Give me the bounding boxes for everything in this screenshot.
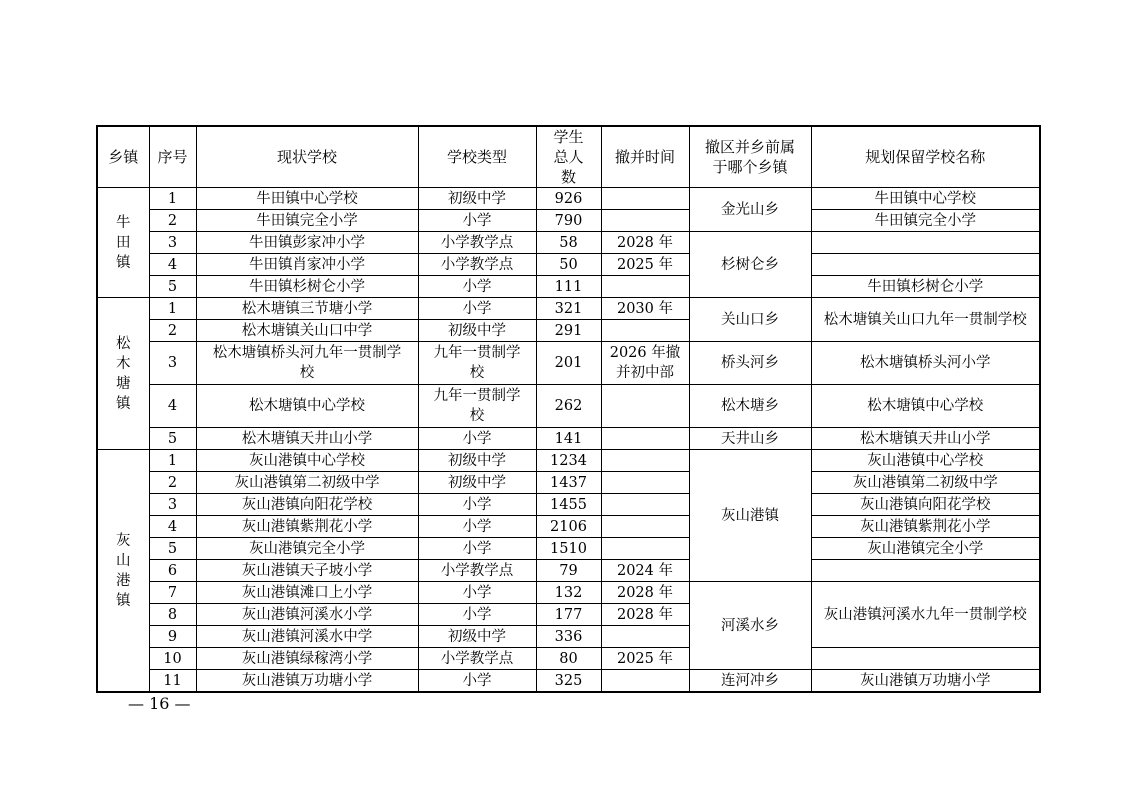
row-no: 2 [149, 210, 196, 232]
row-keep [811, 648, 1040, 670]
row-no: 2 [149, 472, 196, 494]
row-merge [601, 494, 689, 516]
page-number: — 16 — [128, 694, 191, 713]
row-merge: 2025 年 [601, 648, 689, 670]
row-merge: 2025 年 [601, 254, 689, 276]
town-cell: 牛田镇 [97, 188, 149, 298]
town-cell: 灰山港镇 [97, 450, 149, 693]
table-row [97, 670, 1040, 693]
row-school: 牛田镇中心学校 [196, 188, 418, 210]
row-no: 6 [149, 560, 196, 582]
header-students: 学生总人数 [536, 126, 601, 188]
header-type: 学校类型 [418, 126, 536, 188]
row-school: 灰山港镇天子坡小学 [196, 560, 418, 582]
row-no: 4 [149, 516, 196, 538]
row-type: 小学 [418, 428, 536, 450]
row-type: 九年一贯制学校 [418, 342, 536, 385]
row-type: 小学 [418, 516, 536, 538]
row-merge [601, 670, 689, 693]
row-students: 790 [536, 210, 601, 232]
row-no: 8 [149, 604, 196, 626]
row-school: 松木塘镇关山口中学 [196, 320, 418, 342]
row-type: 初级中学 [418, 472, 536, 494]
row-keep: 灰山港镇第二初级中学 [811, 472, 1040, 494]
row-type: 初级中学 [418, 450, 536, 472]
row-students: 1234 [536, 450, 601, 472]
row-merge [601, 276, 689, 298]
row-students: 1455 [536, 494, 601, 516]
row-keep: 灰山港镇万功塘小学 [811, 670, 1040, 693]
row-no: 3 [149, 494, 196, 516]
table-row [97, 428, 1040, 450]
header-school: 现状学校 [196, 126, 418, 188]
row-school: 松木塘镇中心学校 [196, 385, 418, 428]
row-no: 11 [149, 670, 196, 693]
row-school: 灰山港镇向阳花学校 [196, 494, 418, 516]
row-keep: 松木塘镇关山口九年一贯制学校 [811, 298, 1040, 342]
table-row [97, 254, 1040, 276]
row-keep: 灰山港镇紫荆花小学 [811, 516, 1040, 538]
row-keep: 松木塘镇中心学校 [811, 385, 1040, 428]
row-school: 灰山港镇中心学校 [196, 450, 418, 472]
row-type: 小学 [418, 604, 536, 626]
row-type: 小学教学点 [418, 648, 536, 670]
row-students: 321 [536, 298, 601, 320]
row-type: 小学教学点 [418, 232, 536, 254]
table-row [97, 188, 1040, 210]
row-prev: 关山口乡 [689, 298, 811, 342]
table-row [97, 494, 1040, 516]
row-no: 10 [149, 648, 196, 670]
table-row [97, 298, 1040, 320]
header-no: 序号 [149, 126, 196, 188]
row-school: 灰山港镇完全小学 [196, 538, 418, 560]
row-no: 3 [149, 342, 196, 385]
row-students: 141 [536, 428, 601, 450]
row-type: 小学 [418, 538, 536, 560]
row-merge: 2024 年 [601, 560, 689, 582]
row-keep: 灰山港镇向阳花学校 [811, 494, 1040, 516]
row-no: 9 [149, 626, 196, 648]
row-type: 小学 [418, 670, 536, 693]
row-school: 灰山港镇绿稼湾小学 [196, 648, 418, 670]
row-school: 松木塘镇天井山小学 [196, 428, 418, 450]
row-type: 小学 [418, 494, 536, 516]
row-school: 牛田镇完全小学 [196, 210, 418, 232]
row-no: 5 [149, 538, 196, 560]
row-prev: 河溪水乡 [689, 582, 811, 670]
row-no: 1 [149, 450, 196, 472]
row-students: 132 [536, 582, 601, 604]
row-school: 松木塘镇桥头河九年一贯制学校 [196, 342, 418, 385]
header-prev-town: 撤区并乡前属于哪个乡镇 [689, 126, 811, 188]
table-row [97, 560, 1040, 582]
row-students: 80 [536, 648, 601, 670]
row-keep [811, 254, 1040, 276]
row-merge [601, 210, 689, 232]
row-students: 201 [536, 342, 601, 385]
table-row [97, 472, 1040, 494]
row-merge [601, 626, 689, 648]
row-type: 小学 [418, 582, 536, 604]
table-row [97, 516, 1040, 538]
row-no: 3 [149, 232, 196, 254]
row-no: 4 [149, 254, 196, 276]
row-prev: 松木塘乡 [689, 385, 811, 428]
row-prev: 杉树仑乡 [689, 232, 811, 298]
row-merge [601, 428, 689, 450]
row-school: 牛田镇杉树仑小学 [196, 276, 418, 298]
row-keep: 灰山港镇中心学校 [811, 450, 1040, 472]
table-row [97, 210, 1040, 232]
row-school: 灰山港镇河溪水中学 [196, 626, 418, 648]
row-type: 小学 [418, 276, 536, 298]
row-prev: 桥头河乡 [689, 342, 811, 385]
row-type: 小学教学点 [418, 560, 536, 582]
row-students: 79 [536, 560, 601, 582]
row-merge [601, 385, 689, 428]
row-keep: 灰山港镇河溪水九年一贯制学校 [811, 582, 1040, 648]
row-keep: 松木塘镇桥头河小学 [811, 342, 1040, 385]
row-prev: 金光山乡 [689, 188, 811, 232]
row-keep: 牛田镇中心学校 [811, 188, 1040, 210]
row-students: 177 [536, 604, 601, 626]
row-type: 小学 [418, 298, 536, 320]
table-row [97, 582, 1040, 604]
row-students: 2106 [536, 516, 601, 538]
table-row [97, 450, 1040, 472]
row-merge [601, 450, 689, 472]
row-type: 九年一贯制学校 [418, 385, 536, 428]
table-row [97, 385, 1040, 428]
row-prev: 连河冲乡 [689, 670, 811, 693]
row-students: 291 [536, 320, 601, 342]
row-no: 5 [149, 276, 196, 298]
row-no: 2 [149, 320, 196, 342]
row-keep: 牛田镇完全小学 [811, 210, 1040, 232]
row-merge: 2028 年 [601, 582, 689, 604]
row-merge [601, 188, 689, 210]
row-keep [811, 560, 1040, 582]
row-merge [601, 320, 689, 342]
table-row [97, 538, 1040, 560]
table-row [97, 276, 1040, 298]
row-prev: 天井山乡 [689, 428, 811, 450]
row-students: 58 [536, 232, 601, 254]
town-cell: 松木塘镇 [97, 298, 149, 450]
table-row [97, 342, 1040, 385]
row-type: 小学教学点 [418, 254, 536, 276]
row-merge: 2030 年 [601, 298, 689, 320]
header-town: 乡镇 [97, 126, 149, 188]
row-students: 926 [536, 188, 601, 210]
row-keep [811, 232, 1040, 254]
row-students: 325 [536, 670, 601, 693]
row-school: 牛田镇肖家冲小学 [196, 254, 418, 276]
school-table [96, 125, 1041, 693]
row-school: 灰山港镇滩口上小学 [196, 582, 418, 604]
row-type: 初级中学 [418, 626, 536, 648]
row-merge: 2028 年 [601, 604, 689, 626]
row-merge [601, 516, 689, 538]
row-merge [601, 472, 689, 494]
row-school: 灰山港镇万功塘小学 [196, 670, 418, 693]
row-keep: 松木塘镇天井山小学 [811, 428, 1040, 450]
row-students: 111 [536, 276, 601, 298]
row-merge: 2028 年 [601, 232, 689, 254]
header-row [97, 126, 1040, 188]
row-school: 灰山港镇第二初级中学 [196, 472, 418, 494]
row-keep: 灰山港镇完全小学 [811, 538, 1040, 560]
row-merge [601, 538, 689, 560]
row-no: 1 [149, 188, 196, 210]
header-keep-school: 规划保留学校名称 [811, 126, 1040, 188]
row-prev: 灰山港镇 [689, 450, 811, 582]
table-row [97, 648, 1040, 670]
row-no: 7 [149, 582, 196, 604]
row-keep: 牛田镇杉树仑小学 [811, 276, 1040, 298]
row-students: 1437 [536, 472, 601, 494]
row-merge: 2026 年撤并初中部 [601, 342, 689, 385]
row-students: 50 [536, 254, 601, 276]
row-school: 灰山港镇紫荆花小学 [196, 516, 418, 538]
row-school: 牛田镇彭家冲小学 [196, 232, 418, 254]
row-type: 初级中学 [418, 320, 536, 342]
row-school: 松木塘镇三节塘小学 [196, 298, 418, 320]
row-type: 初级中学 [418, 188, 536, 210]
row-no: 1 [149, 298, 196, 320]
header-merge-time: 撤并时间 [601, 126, 689, 188]
row-students: 336 [536, 626, 601, 648]
row-no: 4 [149, 385, 196, 428]
row-students: 1510 [536, 538, 601, 560]
row-school: 灰山港镇河溪水小学 [196, 604, 418, 626]
row-no: 5 [149, 428, 196, 450]
row-type: 小学 [418, 210, 536, 232]
row-students: 262 [536, 385, 601, 428]
table-row [97, 232, 1040, 254]
